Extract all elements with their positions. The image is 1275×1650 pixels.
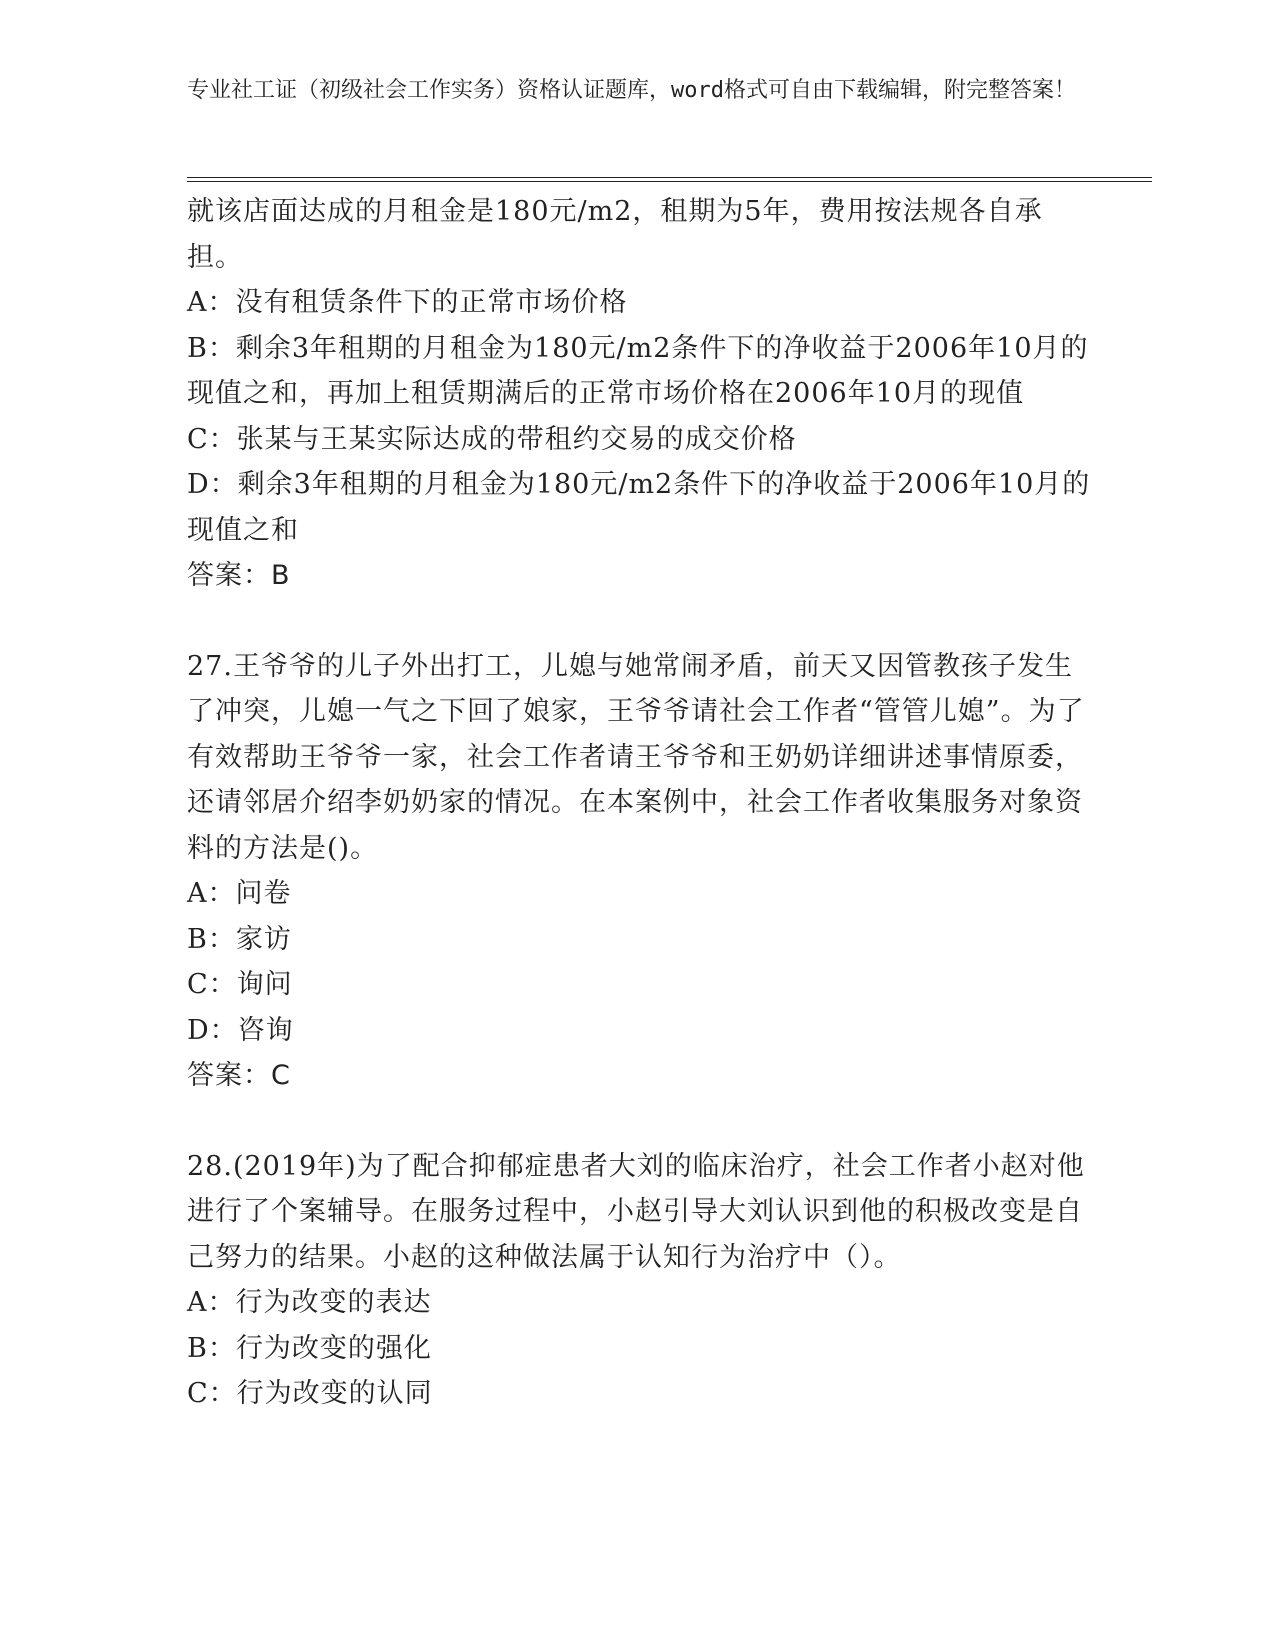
spacer — [187, 1099, 1092, 1144]
header-divider — [187, 177, 1152, 182]
option-a: A：问卷 — [187, 878, 292, 909]
option-a: A：没有租赁条件下的正常市场价格 — [187, 287, 628, 318]
option-c: C：张某与王某实际达成的带租约交易的成交价格 — [187, 423, 797, 455]
option-c: C：询问 — [187, 969, 293, 1000]
spacer — [187, 599, 1092, 644]
question-27 — [187, 644, 1092, 1099]
answer-label: 答案：B — [187, 560, 291, 591]
option-b: B：剩余3年租期的月租金为180元/m2条件下的净收益于2006年10月的现值之和，再加上租赁期满后的正常市场价格在2006年10月的现值 — [187, 332, 1089, 409]
question-stem: 28.(2019年)为了配合抑郁症患者大刘的临床治疗，社会工作者小赵对他进行了个案辅导。在服务过程中，小赵引导大刘认识到他的积极改变是自己努力的结果。小赵的这种做法属于认知行为治疗中（）。 — [187, 1150, 1085, 1273]
question-28 — [187, 1144, 1092, 1417]
option-c: C：行为改变的认同 — [187, 1378, 433, 1409]
option-b: B：家访 — [187, 923, 292, 955]
option-d: D：剩余3年租期的月租金为180元/m2条件下的净收益于2006年10月的现值之和 — [187, 469, 1091, 546]
option-d: D：咨询 — [187, 1014, 294, 1046]
option-b: B：行为改变的强化 — [187, 1332, 432, 1364]
answer-label: 答案：C — [187, 1060, 291, 1091]
option-a: A：行为改变的表达 — [187, 1287, 432, 1318]
question-26 — [187, 189, 1092, 599]
page-header: 专业社工证（初级社会工作实务）资格认证题库，word格式可自由下载编辑，附完整答案！ — [187, 78, 1076, 103]
question-stem: 就该店面达成的月租金是180元/m2，租期为5年，费用按法规各自承担。 — [187, 196, 1043, 273]
question-stem: 27.王爷爷的儿子外出打工，儿媳与她常闹矛盾，前天又因管教孩子发生了冲突，儿媳一气之下回了娘家，王爷爷请社会工作者“管管儿媳”。为了有效帮助王爷爷一家，社会工作者请王爷爷和王奶奶详细讲述事情原委，还请邻居介绍李奶奶家的情况。在本案例中，社会工作者收集服务对象资料的方法是()。 — [187, 650, 1085, 864]
document-body — [187, 189, 1092, 1417]
